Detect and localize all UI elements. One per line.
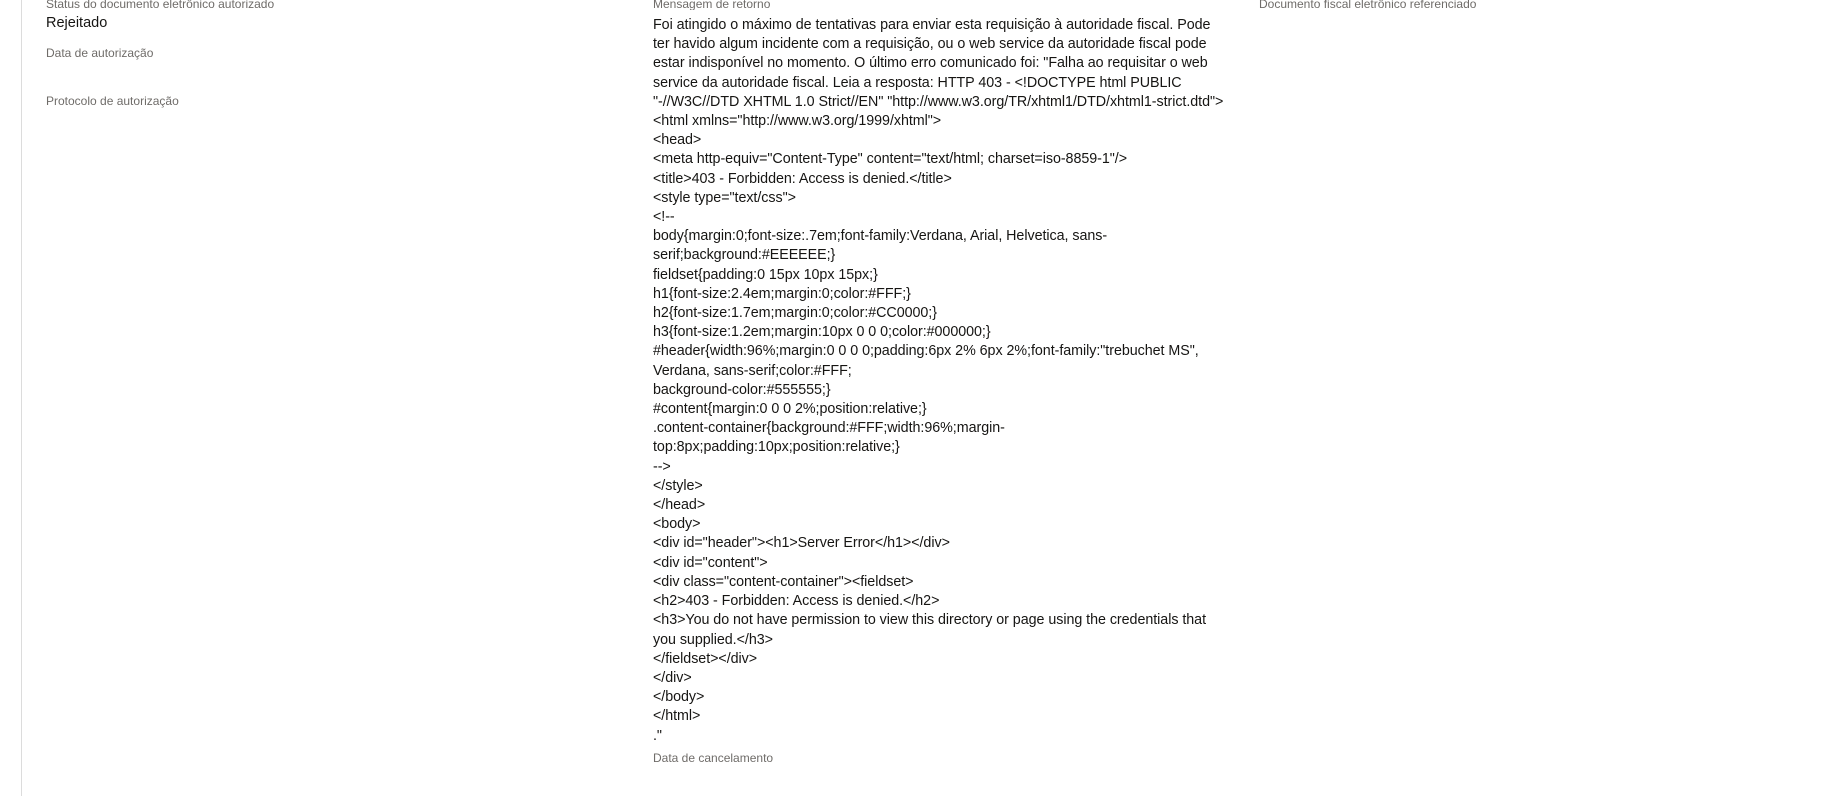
document-status-section xyxy=(46,0,606,108)
referenced-document-label: Documento fiscal eletrônico referenciado xyxy=(1259,0,1477,10)
cancellation-date-label: Data de cancelamento xyxy=(653,750,774,765)
left-border-divider xyxy=(21,0,22,796)
return-message-value: Foi atingido o máximo de tentativas para enviar esta requisição à autoridade fiscal. Pode ter havido algum incidente com a requisição, ou o web service da autoridade fiscal pode estar indisponível no momento. O último erro comunicado foi: "Falha ao requisitar o web service da autoridade fiscal. Leia a resposta: HTTP 403 - <!DOCTYPE html PUBLIC "-//W3C//DTD XHTML 1.0 Strict//EN" "http://www.w3.org/TR/xhtml1/DTD/xhtml1-strict.dtd"> <html xmlns="http://www.w3.org/1999/xhtml"> <head> <meta http-equiv="Content-Type" content="text/html; charset=iso-8859-1"/> <title>403 - Forbidden: Access is denied.</title> <style type="text/css"> <!-- body{margin:0;font-size:.7em;font-family:Verdana, Arial, Helvetica, sans-serif;background:#EEEEEE;} fieldset{padding:0 15px 10px 15px;} h1{font-size:2.4em;margin:0;color:#FFF;} h2{font-size:1.7em;margin:0;color:#CC0000;} h3{font-size:1.2em;margin:10px 0 0 0;color:#000000;} #header{width:96%;margin:0 0 0 0;padding:6px 2% 6px 2%;font-family:"trebuchet MS", Verdana, sans-serif;color:#FFF; background-color:#555555;} #content{margin:0 0 0 2%;position:relative;} .content-container{background:#FFF;width:96%;margin-top:8px;padding:10px;position:relative;} --> </style> </head> <body> <div id="header"><h1>Server Error</h1></div> <div id="content"> <div class="content-container"><fieldset> <h2>403 - Forbidden: Access is denied.</h2> <h3>You do not have permission to view this directory or page using the credentials that you supplied.</h3> </fieldset></div> </div> </body> </html> ." xyxy=(653,17,1224,744)
return-message-section xyxy=(653,0,1228,765)
referenced-document-section xyxy=(1259,0,1779,10)
status-label: Status do documento eletrônico autorizado xyxy=(46,0,275,10)
status-value: Rejeitado xyxy=(46,15,108,31)
authorization-date-label: Data de autorização xyxy=(46,46,154,60)
authorization-protocol-label: Protocolo de autorização xyxy=(46,94,179,108)
return-message-label: Mensagem de retorno xyxy=(653,0,771,10)
